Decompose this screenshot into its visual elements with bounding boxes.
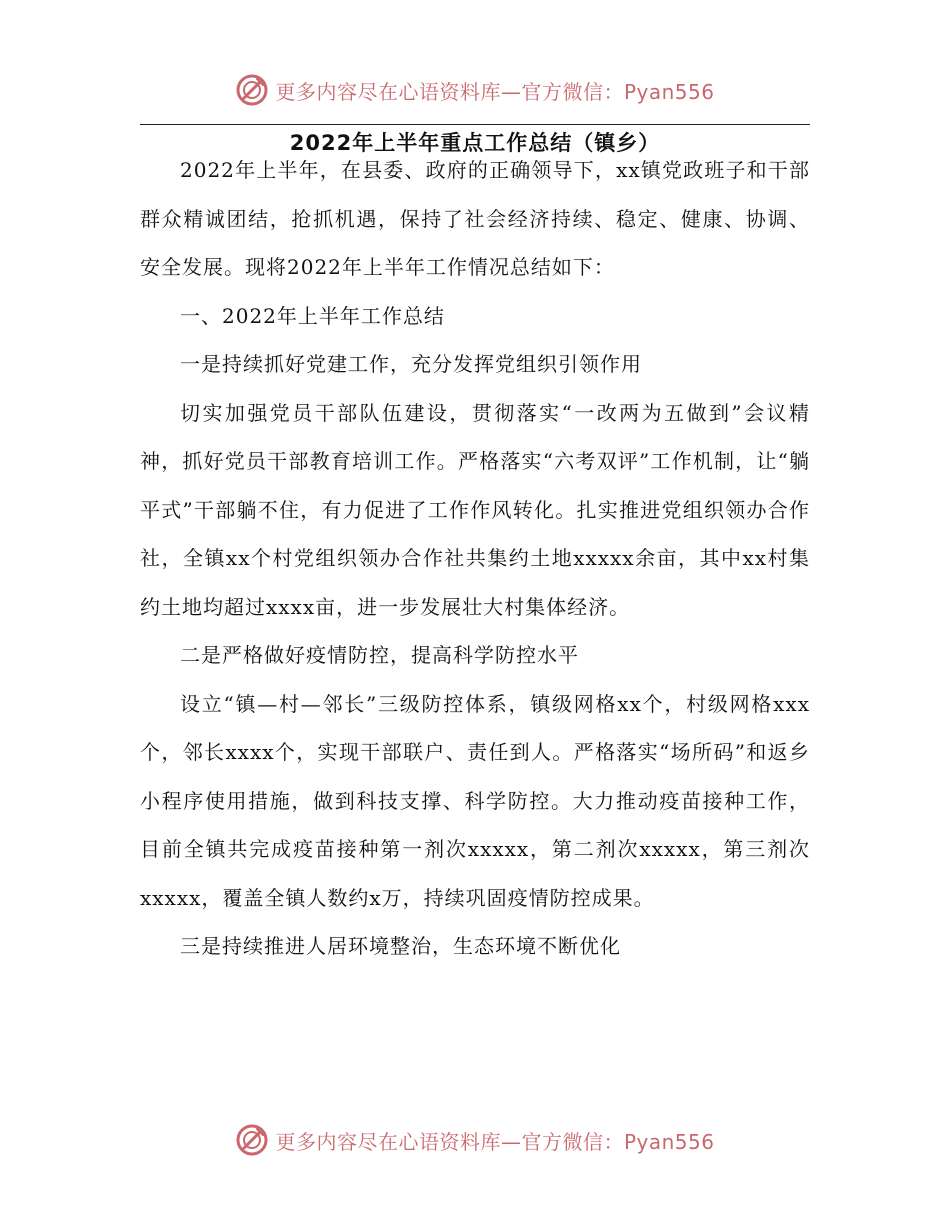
- red-seal-logo-icon: [235, 73, 269, 107]
- page-title: 2022年上半年重点工作总结（镇乡）: [289, 131, 661, 155]
- header-rule: [140, 124, 810, 125]
- paragraph-intro: 2022年上半年，在县委、政府的正确领导下，xx镇党政班子和干部群众精诚团结，抢抓机遇，保持了社会经济持续、稳定、健康、协调、安全发展。现将2022年上半年工作情况总结如下：: [140, 158, 810, 279]
- subheading-environment: 三是持续推进人居环境整治，生态环境不断优化: [180, 934, 621, 958]
- paragraph-epidemic-control: 设立“镇—村—邻长”三级防控体系，镇级网格xx个，村级网格xxx个，邻长xxxx个，实现干部联户、责任到人。严格落实“场所码”和返乡小程序使用措施，做到科技支撑、科学防控。大力推动疫苗接种工作，目前全镇共完成疫苗接种第一剂次xxxxx，第二剂次xxxxx，第三剂次xxxxx，覆盖全镇人数约x万，持续巩固疫情防控成果。: [140, 691, 810, 910]
- subheading-party-building: 一是持续抓好党建工作，充分发挥党组织引领作用: [180, 352, 642, 376]
- watermark-text: 更多内容尽在心语资料库—官方微信：Pyan556: [275, 79, 715, 104]
- paragraph-party-building: 切实加强党员干部队伍建设，贯彻落实“一改两为五做到”会议精神，抓好党员干部教育培训工作。严格落实“六考双评”工作机制，让“躺平式”干部躺不住，有力促进了工作作风转化。扎实推进党组织领办合作社，全镇xx个村党组织领办合作社共集约土地xxxxx余亩，其中xx村集约土地均超过xxxx亩，进一步发展壮大村集体经济。: [140, 400, 810, 619]
- subheading-epidemic-control: 二是严格做好疫情防控，提高科学防控水平: [180, 643, 579, 667]
- section-heading-1: 一、2022年上半年工作总结: [180, 303, 445, 328]
- footer-watermark: [0, 1120, 950, 1160]
- document-body: [140, 146, 810, 971]
- watermark-text: 更多内容尽在心语资料库—官方微信：Pyan556: [275, 1129, 715, 1154]
- red-seal-logo-icon: [235, 1123, 269, 1157]
- header-watermark: [0, 70, 950, 110]
